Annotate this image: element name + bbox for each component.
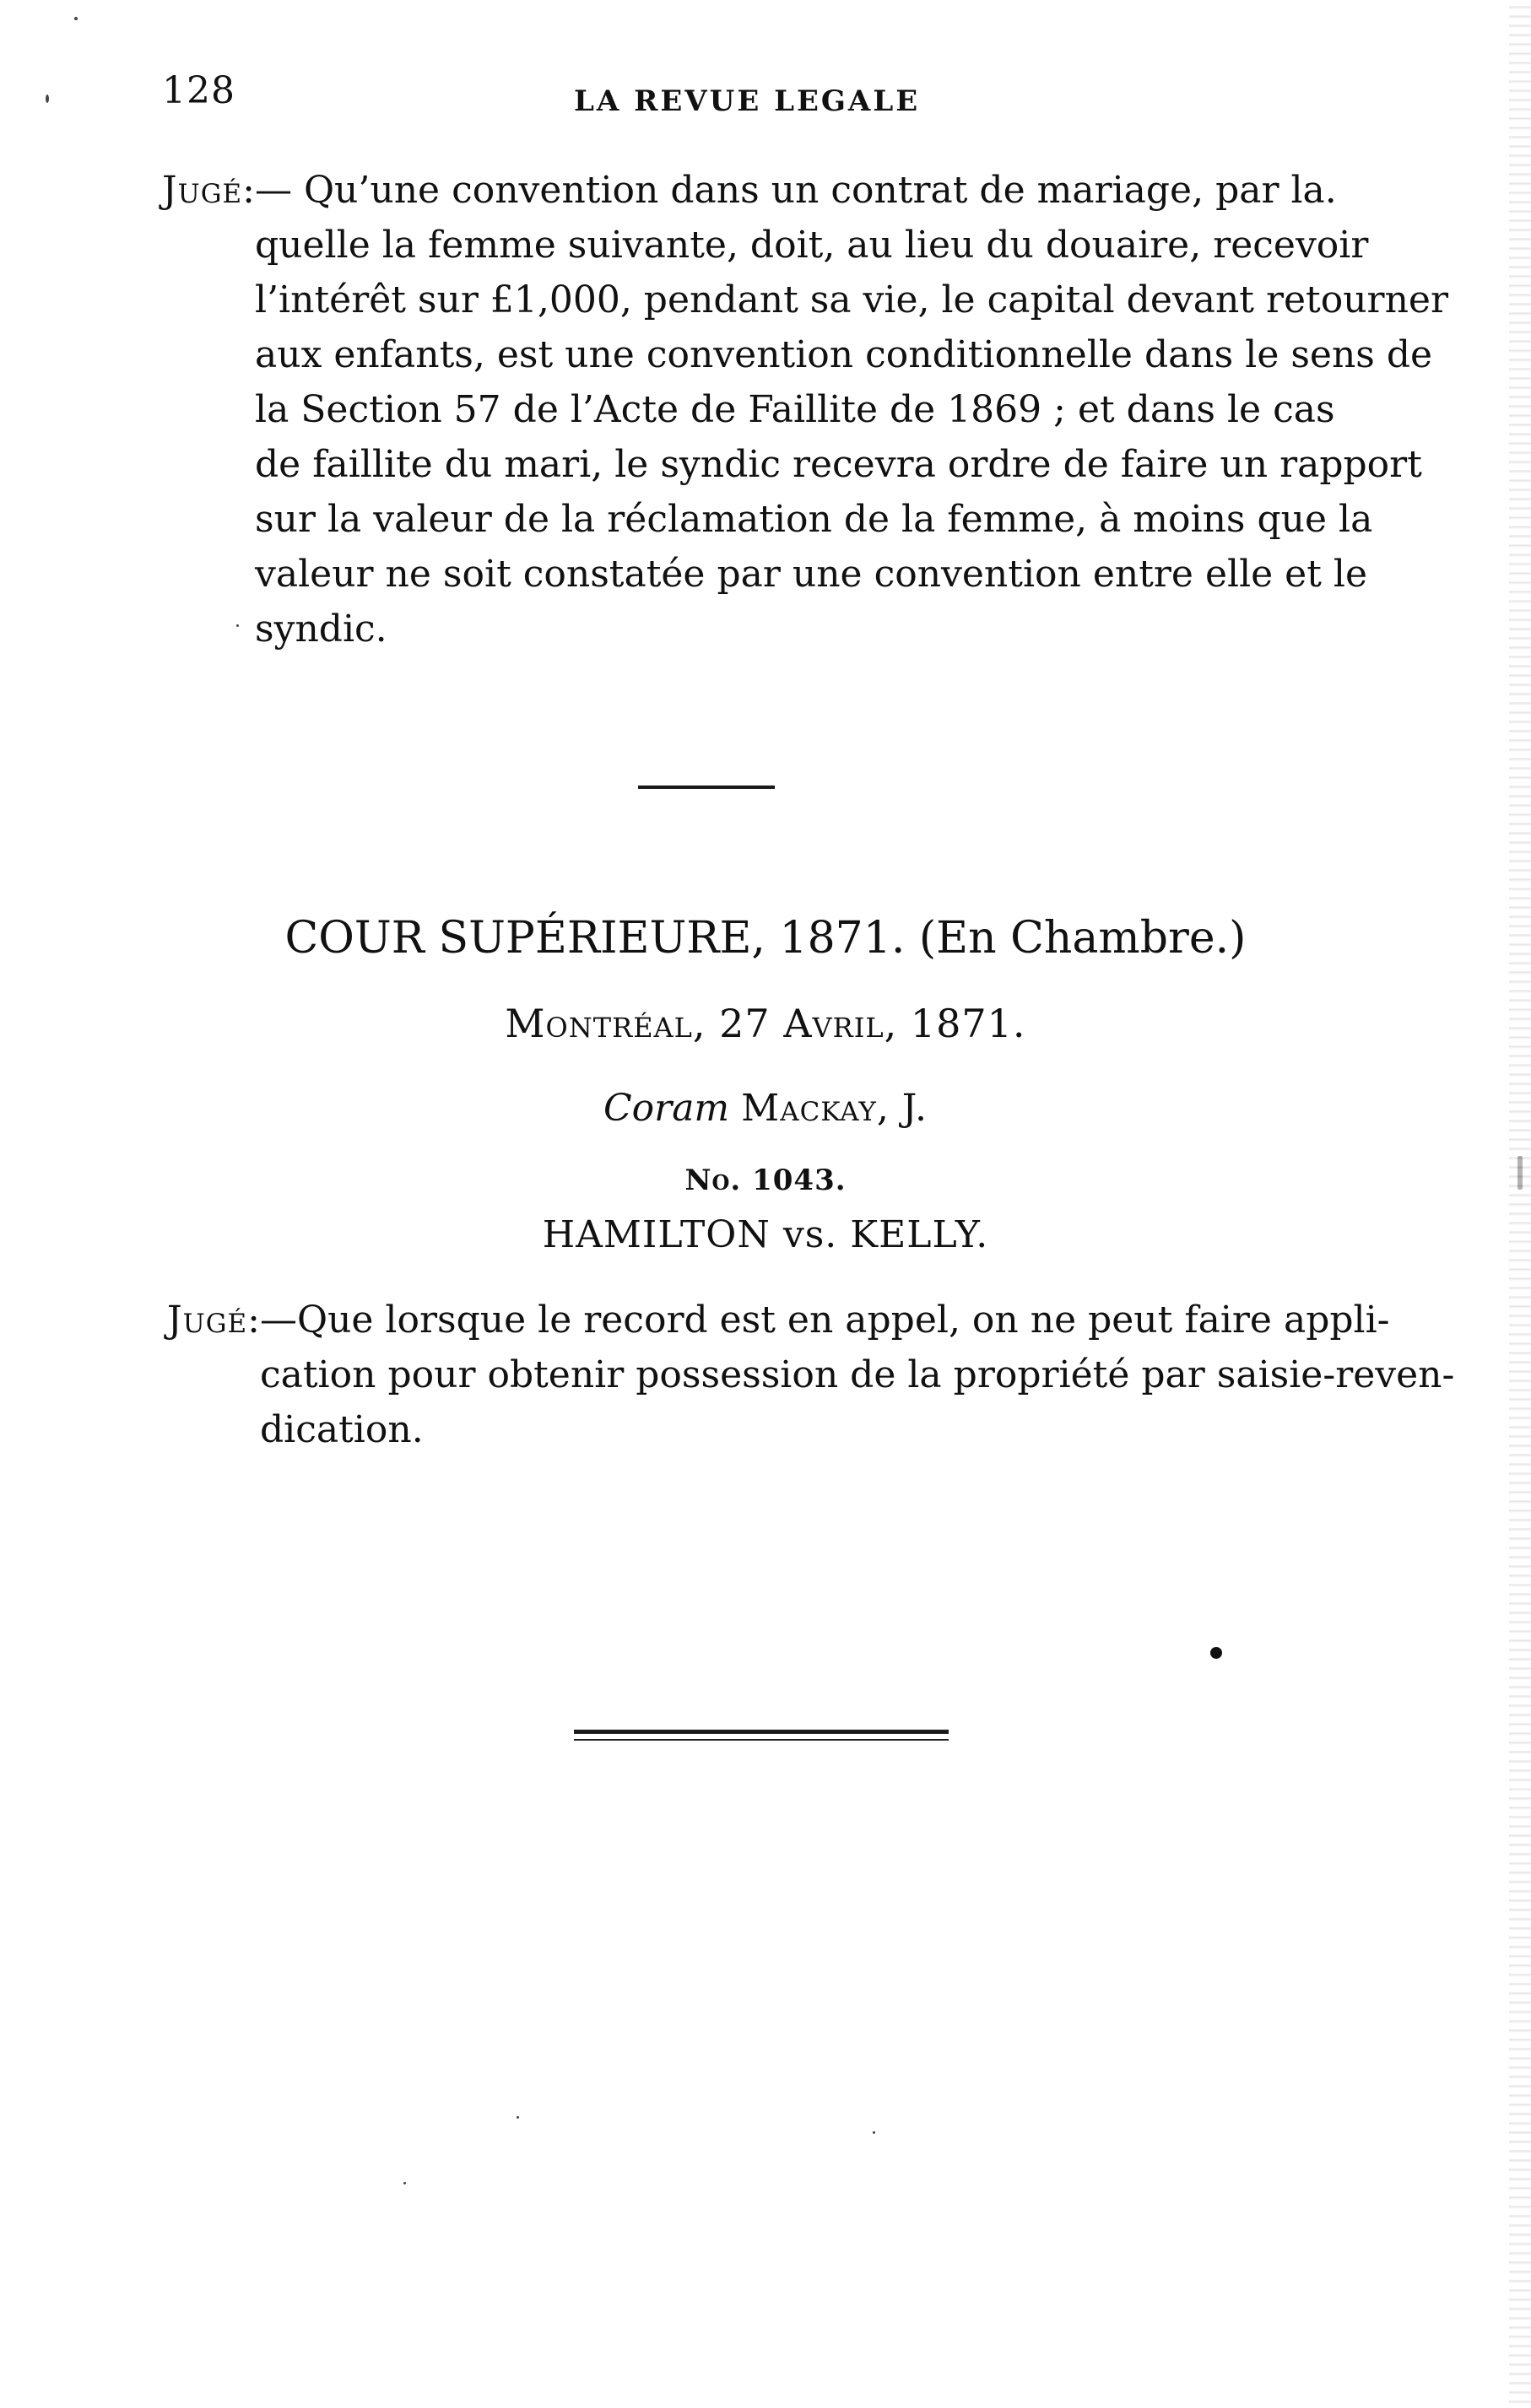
case-parties: HAMILTON vs. KELLY. — [542, 1213, 989, 1256]
ruling-text-line: dication. — [260, 1408, 424, 1451]
ruling-text-line: cation pour obtenir possession de la propriété par saisie-reven- — [260, 1353, 1455, 1396]
running-title: LA REVUE LEGALE — [574, 84, 921, 118]
ruling-label: Jugé — [167, 1298, 248, 1342]
ruling-text-line: :— Qu’une convention dans un contrat de mariage, par la. — [242, 169, 1337, 212]
ruling-text-line: de faillite du mari, le syndic recevra ordre de faire un rapport — [255, 443, 1422, 486]
scan-speck — [873, 2131, 875, 2134]
ruling-text-line: quelle la femme suivante, doit, au lieu du douaire, recevoir — [255, 224, 1369, 267]
ruling-text-line: l’intérêt sur £1,000, pendant sa vie, le capital devant retourner — [255, 278, 1448, 321]
court-heading: COUR SUPÉRIEURE, 1871. (En Chambre.) — [284, 913, 1247, 964]
ruling-first-line — [167, 1293, 1454, 1347]
end-divider — [574, 1730, 949, 1743]
ruling-paragraph-1 — [162, 163, 1448, 656]
ruling-text-line: syndic. — [255, 607, 387, 651]
section-divider — [638, 786, 775, 789]
ruling-text-line: sur la valeur de la réclamation de la femme, à moins que la — [255, 498, 1373, 541]
scan-speck — [517, 2116, 519, 2119]
page-number: 128 — [162, 69, 235, 112]
page-edge-shadow — [1509, 0, 1531, 2408]
ruling-text-line: aux enfants, est une convention conditionnelle dans le sens de — [255, 333, 1433, 376]
ink-dot — [1210, 1647, 1222, 1659]
coram-word: Coram — [603, 1087, 730, 1130]
ruling-text-line: :—Que lorsque le record est en appel, on ne peut faire appli- — [247, 1298, 1390, 1342]
judge-line — [0, 1087, 1531, 1130]
scan-speck — [236, 624, 239, 627]
scan-speck — [46, 94, 49, 103]
ruling-first-line — [162, 163, 1448, 218]
end-divider-thin-line — [574, 1739, 949, 1741]
case-number: No. 1043. — [684, 1164, 847, 1197]
scan-speck — [74, 17, 78, 20]
scan-speck — [403, 2182, 406, 2184]
end-divider-thick-line — [574, 1730, 949, 1734]
ruling-paragraph-2 — [167, 1293, 1455, 1457]
ruling-text-line: valeur ne soit constatée par une convention entre elle et le — [255, 553, 1367, 596]
place-date: Montréal, 27 Avril, 1871. — [505, 1001, 1026, 1046]
ruling-label: Jugé — [162, 169, 243, 212]
judge-name: Mackay, J. — [741, 1087, 928, 1130]
ruling-text-line: la Section 57 de l’Acte de Faillite de 1869 ; et dans le cas — [255, 388, 1335, 431]
